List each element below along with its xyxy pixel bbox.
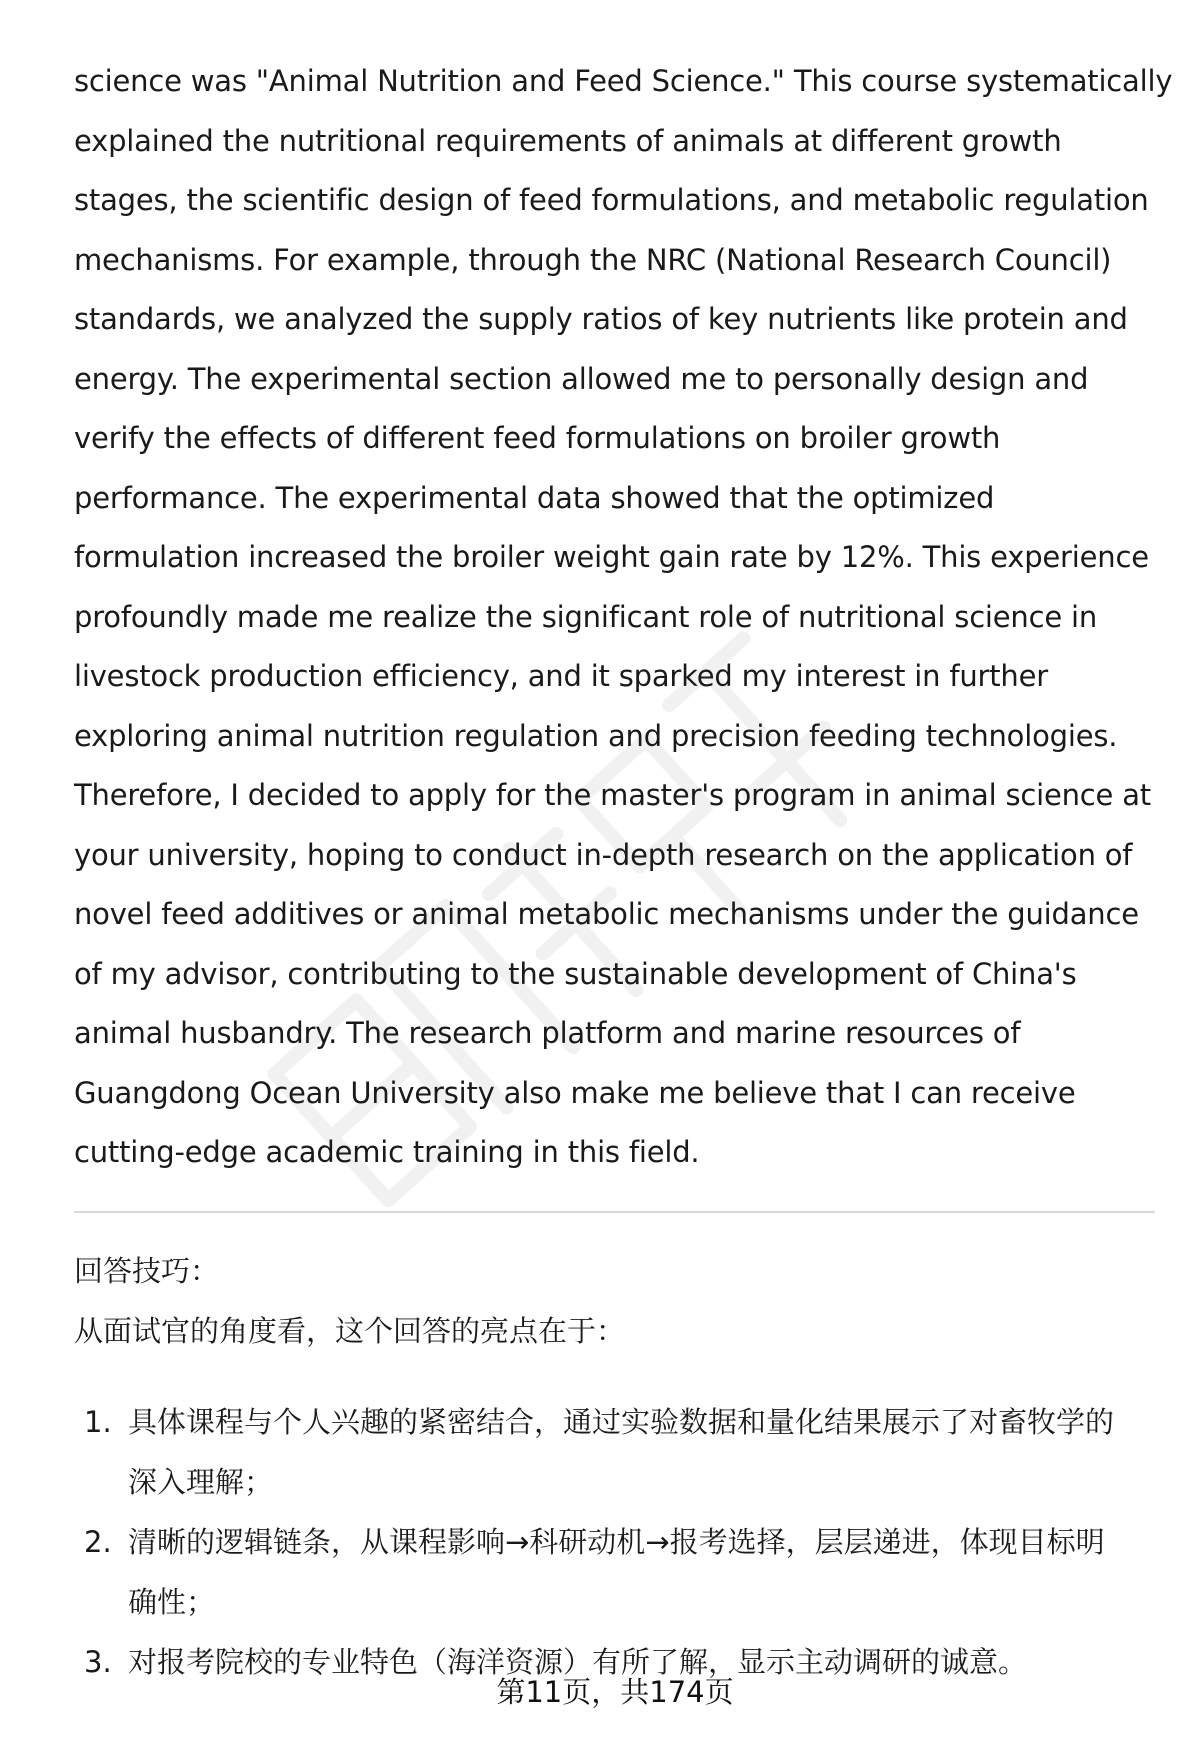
paragraph-line: of my advisor, contributing to the sustainable development of China's	[74, 956, 1077, 991]
paragraph-line: standards, we analyzed the supply ratios of key nutrients like protein and	[74, 302, 1128, 336]
paragraph-line: novel feed additives or animal metabolic mechanisms under the guidance	[74, 897, 1139, 931]
paragraph-line: profoundly made me realize the significant role of nutritional science in	[74, 599, 1098, 634]
paragraph-line: cutting-edge academic training in this field.	[74, 1135, 700, 1169]
tips-intro: 从面试官的角度看，这个回答的亮点在于：	[74, 1314, 626, 1348]
list-item-text: 对报考院校的专业特色（海洋资源）有所了解，显示主动调研的诚意。	[128, 1645, 1028, 1679]
list-item-number: 2.	[84, 1525, 112, 1559]
paragraph-line: Therefore, I decided to apply for the master's program in animal science at	[74, 778, 1151, 812]
list-item-number: 1.	[84, 1405, 112, 1439]
paragraph-line: Guangdong Ocean University also make me believe that I can receive	[74, 1075, 1076, 1110]
paragraph-line: formulation increased the broiler weight gain rate by 12%. This experience	[74, 540, 1149, 574]
paragraph-line: verify the effects of different feed formulations on broiler growth	[74, 421, 1001, 455]
paragraph-line: exploring animal nutrition regulation and precision feeding technologies.	[74, 718, 1118, 753]
list-item-text: 具体课程与个人兴趣的紧密结合，通过实验数据和量化结果展示了对畜牧学的	[128, 1405, 1115, 1439]
list-item-text: 清晰的逻辑链条，从课程影响→科研动机→报考选择，层层递进，体现目标明	[128, 1525, 1105, 1559]
tips-heading: 回答技巧：	[74, 1254, 220, 1288]
list-item	[74, 1512, 1154, 1632]
essay-paragraph	[74, 52, 1173, 1183]
paragraph-line: energy. The experimental section allowed me to personally design and	[74, 361, 1089, 396]
page-number: 第11页，共174页	[496, 1675, 734, 1709]
paragraph-line: livestock production efficiency, and it sparked my interest in further	[74, 659, 1048, 693]
tips-list	[74, 1392, 1154, 1692]
paragraph-line: your university, hoping to conduct in-depth research on the application of	[74, 837, 1133, 872]
paragraph-line: performance. The experimental data showed that the optimized	[74, 480, 995, 515]
paragraph-line: mechanisms. For example, through the NRC (National Research Council)	[74, 242, 1112, 277]
section-divider	[74, 1211, 1155, 1213]
list-item	[74, 1392, 1154, 1512]
paragraph-line: science was "Animal Nutrition and Feed Science." This course systematically	[74, 64, 1173, 98]
list-item-text: 确性；	[128, 1585, 216, 1619]
list-item-text: 深入理解；	[128, 1465, 274, 1499]
paragraph-line: explained the nutritional requirements of animals at different growth	[74, 123, 1062, 158]
paragraph-line: animal husbandry. The research platform and marine resources of	[74, 1016, 1021, 1050]
list-item-number: 3.	[84, 1645, 112, 1679]
paragraph-line: stages, the scientific design of feed formulations, and metabolic regulation	[74, 183, 1149, 217]
